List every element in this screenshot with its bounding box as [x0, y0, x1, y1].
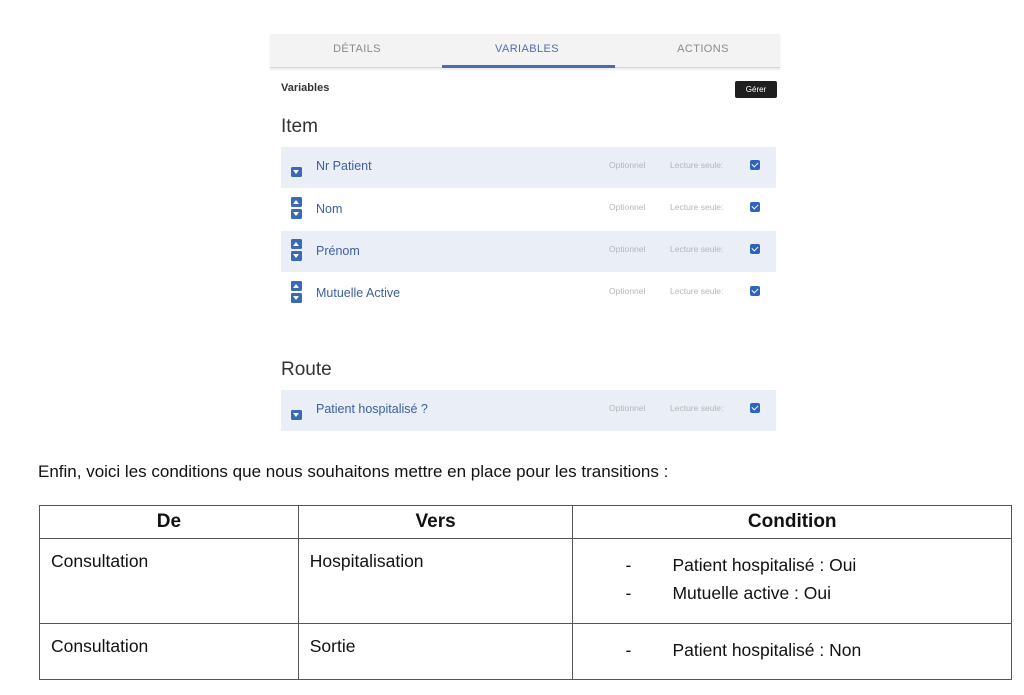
variable-label: Prénom [316, 244, 360, 258]
condition-list [584, 636, 1000, 664]
move-down-icon[interactable] [291, 209, 302, 219]
active-tab-indicator [442, 65, 615, 68]
variable-row [281, 273, 776, 314]
readonly-checkbox[interactable] [750, 244, 760, 254]
reorder-arrows [291, 410, 302, 422]
section-title-item: Item [281, 116, 318, 137]
readonly-checkbox[interactable] [750, 202, 760, 212]
cell-from: Consultation [40, 624, 299, 680]
move-down-icon[interactable] [291, 410, 302, 420]
move-down-icon[interactable] [291, 167, 302, 177]
readonly-label: Lecture seule: [670, 202, 724, 212]
condition-item: - Patient hospitalisé : Non [625, 636, 1000, 664]
tab-bar [270, 34, 780, 68]
reorder-arrows [291, 167, 302, 179]
header-from: De [40, 506, 299, 539]
tab-actions[interactable]: ACTIONS [677, 43, 729, 55]
optional-label[interactable]: Optionnel [609, 202, 646, 212]
optional-label[interactable]: Optionnel [609, 244, 646, 254]
optional-label[interactable]: Optionnel [609, 286, 646, 296]
variable-label: Nom [316, 202, 343, 216]
section-title-route: Route [281, 359, 332, 380]
table-row [40, 539, 1012, 624]
conditions-table [39, 505, 1012, 680]
move-up-icon[interactable] [291, 197, 302, 207]
reorder-arrows [291, 281, 302, 305]
readonly-label: Lecture seule: [670, 160, 724, 170]
variable-label: Patient hospitalisé ? [316, 402, 428, 416]
cell-conditions [573, 539, 1012, 624]
condition-list [584, 551, 1000, 607]
reorder-arrows [291, 197, 302, 221]
variable-row [281, 231, 776, 272]
variable-label: Nr Patient [316, 159, 372, 173]
tab-details[interactable]: DÉTAILS [333, 43, 381, 55]
cell-from: Consultation [40, 539, 299, 624]
variable-label: Mutuelle Active [316, 286, 401, 300]
cell-conditions [573, 624, 1012, 680]
readonly-label: Lecture seule: [670, 403, 724, 413]
variable-row [281, 189, 776, 230]
header-condition: Condition [573, 506, 1012, 539]
move-up-icon[interactable] [291, 281, 302, 291]
intro-paragraph: Enfin, voici les conditions que nous souhaitons mettre en place pour les transitions : [38, 462, 669, 481]
readonly-checkbox[interactable] [750, 403, 760, 413]
cell-to: Sortie [298, 624, 573, 680]
readonly-label: Lecture seule: [670, 286, 724, 296]
cell-to: Hospitalisation [298, 539, 573, 624]
move-up-icon[interactable] [291, 239, 302, 249]
reorder-arrows [291, 239, 302, 263]
table-header-row [40, 506, 1012, 539]
manage-button[interactable]: Gérer [735, 81, 777, 98]
move-down-icon[interactable] [291, 251, 302, 261]
condition-item: - Mutuelle active : Oui [625, 579, 1000, 607]
optional-label[interactable]: Optionnel [609, 403, 646, 413]
readonly-checkbox[interactable] [750, 160, 760, 170]
tab-variables[interactable]: VARIABLES [495, 43, 559, 55]
variable-row [281, 390, 776, 431]
readonly-checkbox[interactable] [750, 286, 760, 296]
variables-heading: Variables [281, 82, 330, 94]
move-down-icon[interactable] [291, 293, 302, 303]
condition-item: - Patient hospitalisé : Oui [625, 551, 1000, 579]
table-row [40, 624, 1012, 680]
workflow-panel [270, 34, 780, 434]
variable-row [281, 147, 776, 188]
optional-label[interactable]: Optionnel [609, 160, 646, 170]
header-to: Vers [298, 506, 573, 539]
readonly-label: Lecture seule: [670, 244, 724, 254]
